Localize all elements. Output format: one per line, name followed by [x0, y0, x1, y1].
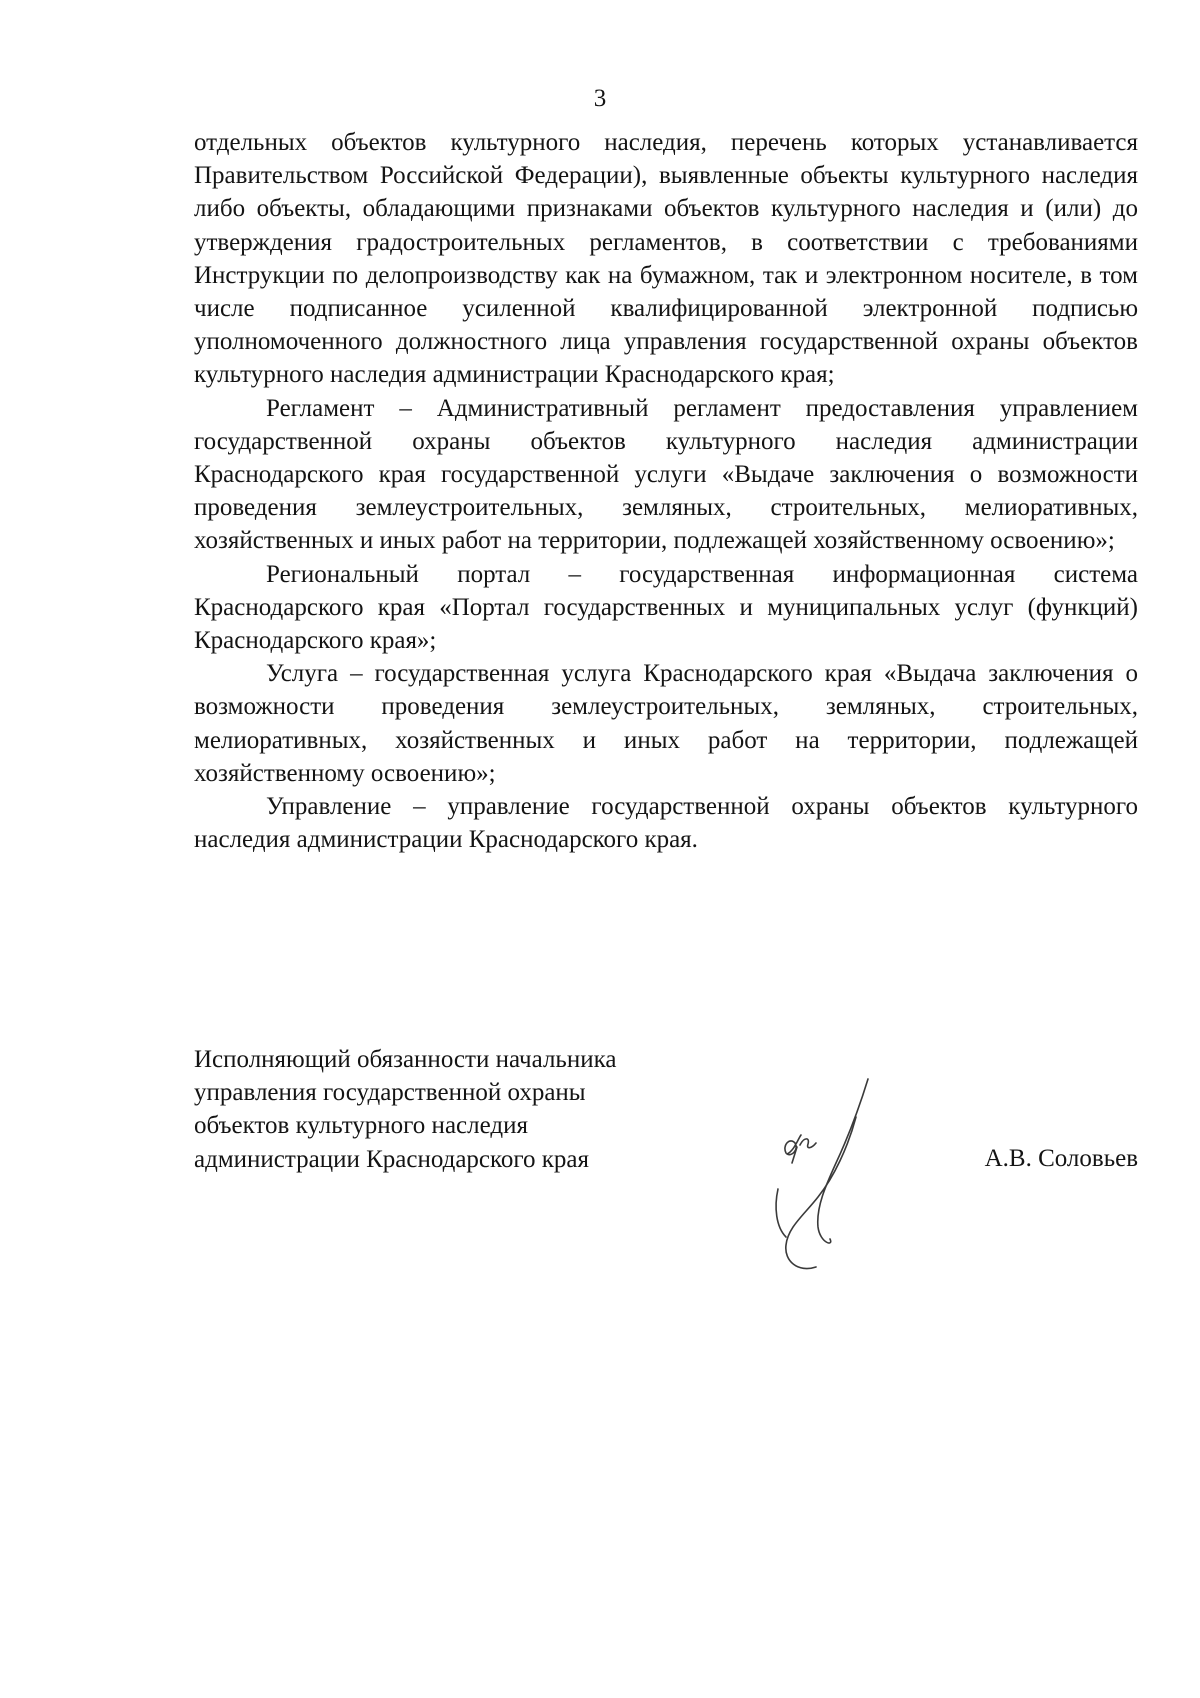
paragraph-department-definition: Управление – управление государственной охраны объектов культурного наследия администрации Краснодарского края. [194, 793, 1138, 854]
paragraph-service-definition: Услуга – государственная услуга Краснодарского края «Выдача заключения о возможности проведения землеустроительных, земляных, строительных, мелиоративных, хозяйственных и иных работ на территории, подлежащей хозяйственному освоению»; [194, 660, 1138, 787]
document-body [194, 126, 1138, 856]
signer-name: А.В. Соловьев [984, 1145, 1138, 1172]
signer-position-line: администрации Краснодарского края [194, 1145, 590, 1173]
page-number: 3 [593, 85, 607, 112]
signer-position-line: управления государственной охраны [194, 1079, 586, 1107]
signer-position-line: объектов культурного наследия [194, 1112, 528, 1140]
signer-position-line: Исполняющий обязанности начальника [194, 1046, 617, 1073]
signer-position [194, 1043, 714, 1176]
paragraph-reglament-definition: Регламент – Административный регламент предоставления управлением государственной охраны объектов культурного наследия администрации Краснодарского края государственной услуги «Выдаче заключения о возможности проведения землеустроительных, земляных, строительных, мелиоративных, хозяйственных и иных работ на территории, подлежащей хозяйственному освоению»; [194, 394, 1138, 555]
paragraph-regional-portal-definition: Региональный портал – государственная информационная система Краснодарского края «Портал государственных и муниципальных услуг (функций) Краснодарского края»; [194, 560, 1138, 655]
handwritten-signature [764, 1077, 894, 1277]
signature-block [194, 1043, 1138, 1303]
paragraph-definitions-continuation: отдельных объектов культурного наследия, перечень которых устанавливается Правительством Российской Федерации), выявленные объекты культурного наследия либо объекты, обладающими признаками объектов культурного наследия и (или) до утверждения градостроительных регламентов, в соответствии с требованиями Инструкции по делопроизводству как на бумажном, так и электронном носителе, в том числе подписанное усиленной квалифицированной электронной подписью уполномоченного должностного лица управления государственной охраны объектов культурного наследия администрации Краснодарского края; [194, 129, 1138, 389]
